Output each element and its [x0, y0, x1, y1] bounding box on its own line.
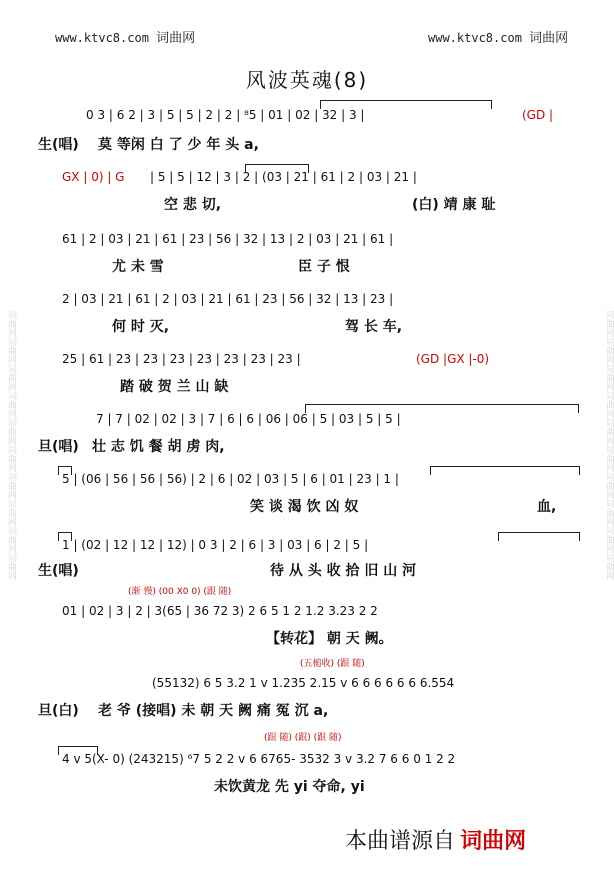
- lyric-text: 【转花】 朝 天 阙。: [266, 631, 393, 647]
- note-sequence: 2 | 03 | 21 | 61 | 2 | 03 | 21 | 61 | 23 | 56 | 32 | 13 | 23 |: [62, 292, 394, 306]
- lyric-text-2: (白) 靖 康 耻: [412, 197, 496, 213]
- page-title: 风波英魂(8): [245, 68, 369, 92]
- note-sequence: 25 | 61 | 23 | 23 | 23 | 23 | 23 | 23 | 23 |: [62, 352, 301, 366]
- lyric-text: 笑 谈 渴 饮 凶 奴: [250, 499, 359, 515]
- role-label: 生(唱): [38, 563, 79, 579]
- header-right: [428, 27, 568, 46]
- score-line-6: [0, 412, 614, 436]
- lyric-text: 空 悲 切,: [164, 197, 222, 213]
- note-sequence: 0 3 | 6 2 | 3 | 5 | 5 | 2 | 2 | ⁸5 | 01 | 02 | 32 | 3 |: [86, 108, 365, 122]
- note-sequence: 7 | 7 | 02 | 02 | 3 | 7 | 6 | 6 | 06 | 06 | 5 | 03 | 5 | 5 |: [96, 412, 401, 426]
- lyric-text: 踏 破 贺 兰 山 缺: [120, 379, 229, 395]
- watermark-left: 词曲网词曲网词曲网词曲网词曲网词曲网词曲网词曲网词曲网词曲网: [6, 309, 16, 580]
- header-left: [55, 27, 195, 46]
- follow-marking: (跟 随) (跟) (跟 随): [264, 733, 342, 743]
- role-label: 旦(唱): [38, 439, 79, 455]
- lyric-line-8: [0, 560, 614, 584]
- lyric-text-2: 臣 子 恨: [298, 259, 350, 275]
- watermark-right: 词曲网词曲网词曲网词曲网词曲网词曲网词曲网词曲网词曲网词曲网: [604, 309, 614, 580]
- score-line-3: [0, 232, 614, 256]
- lyric-line-3: [0, 256, 614, 280]
- source-footer: [345, 824, 526, 855]
- follow-marking: (五槌收) (跟 随): [300, 659, 365, 669]
- note-sequence: 4 v 5(X- 0) (243215) ⁶7 5 2 2 v 6 6765- 3532 3 v 3.2 7 6 6 0 1 2 2: [62, 752, 456, 766]
- lyric-text: 老 爷 (接唱) 未 朝 天 阙 痛 冤 沉 a,: [98, 703, 329, 719]
- note-sequence: 01 | 02 | 3 | 2 | 3(65 | 36 72 3) 2 6 5 1 2 1.2 3.23 2 2: [62, 604, 378, 618]
- gong-marker: (GD |: [522, 108, 554, 122]
- header-right-site: 词曲网: [529, 31, 569, 46]
- lyric-line-9: [0, 628, 614, 652]
- lyric-line-10: [0, 700, 614, 724]
- score-line-9: [0, 604, 614, 628]
- lyric-text: 莫 等闲 白 了 少 年 头 a,: [98, 137, 259, 153]
- score-line-2: [0, 170, 614, 194]
- lyric-line-4: [0, 316, 614, 340]
- lyric-text: 尤 未 雪: [112, 259, 164, 275]
- note-sequence: (55132) 6 5 3.2 1 v 1.235 2.15 v 6 6 6 6 6 6 6.554: [152, 676, 455, 690]
- header-right-url[interactable]: www.ktvc8.com: [428, 31, 522, 45]
- lyric-text: 待 从 头 收 拾 旧 山 河: [270, 563, 417, 579]
- lyric-text: 何 时 灭,: [112, 319, 170, 335]
- header-left-site: 词曲网: [156, 31, 196, 46]
- lyric-line-11: [0, 776, 614, 800]
- note-sequence: | 5 | 5 | 12 | 3 | 2 | (03 | 21 | 61 | 2 | 03 | 21 |: [150, 170, 417, 184]
- lyric-line-2: [0, 194, 614, 218]
- lyric-line-1: [0, 134, 614, 158]
- gong-marker: GX | 0) | G: [62, 170, 125, 184]
- lyric-line-6: [0, 436, 614, 460]
- gong-marker: (GD |GX |-0): [416, 352, 490, 366]
- lyric-line-5: [0, 376, 614, 400]
- note-sequence: 61 | 2 | 03 | 21 | 61 | 23 | 56 | 32 | 13 | 2 | 03 | 21 | 61 |: [62, 232, 394, 246]
- lyric-text-2: 血,: [537, 499, 557, 515]
- role-label: 生(唱): [38, 137, 79, 153]
- score-line-7: [0, 472, 614, 496]
- score-line-4: [0, 292, 614, 316]
- score-line-10: [0, 676, 614, 700]
- score-line-5: [0, 352, 614, 376]
- lyric-line-7: [0, 496, 614, 520]
- score-line-11: [0, 752, 614, 776]
- tempo-marking: (渐 慢) (00 X0 0) (跟 随): [128, 587, 232, 597]
- tie: [498, 532, 580, 541]
- score-line-8: [0, 538, 614, 562]
- source-site[interactable]: 词曲网: [460, 829, 527, 854]
- lyric-text-2: 驾 长 车,: [345, 319, 403, 335]
- note-sequence: 1 | (02 | 12 | 12 | 12) | 0 3 | 2 | 6 | 3 | 03 | 6 | 2 | 5 |: [62, 538, 369, 552]
- score-line-1: [0, 108, 614, 132]
- note-sequence: 5 | (06 | 56 | 56 | 56) | 2 | 6 | 02 | 03 | 5 | 6 | 01 | 23 | 1 |: [62, 472, 399, 486]
- lyric-text: 壮 志 饥 餐 胡 虏 肉,: [92, 439, 225, 455]
- lyric-text: 未饮黄龙 先 yi 夺命, yi: [214, 779, 365, 795]
- role-label: 旦(白): [38, 703, 79, 719]
- source-text: 本曲谱源自: [345, 829, 456, 854]
- tie: [430, 466, 580, 475]
- header-left-url[interactable]: www.ktvc8.com: [55, 31, 149, 45]
